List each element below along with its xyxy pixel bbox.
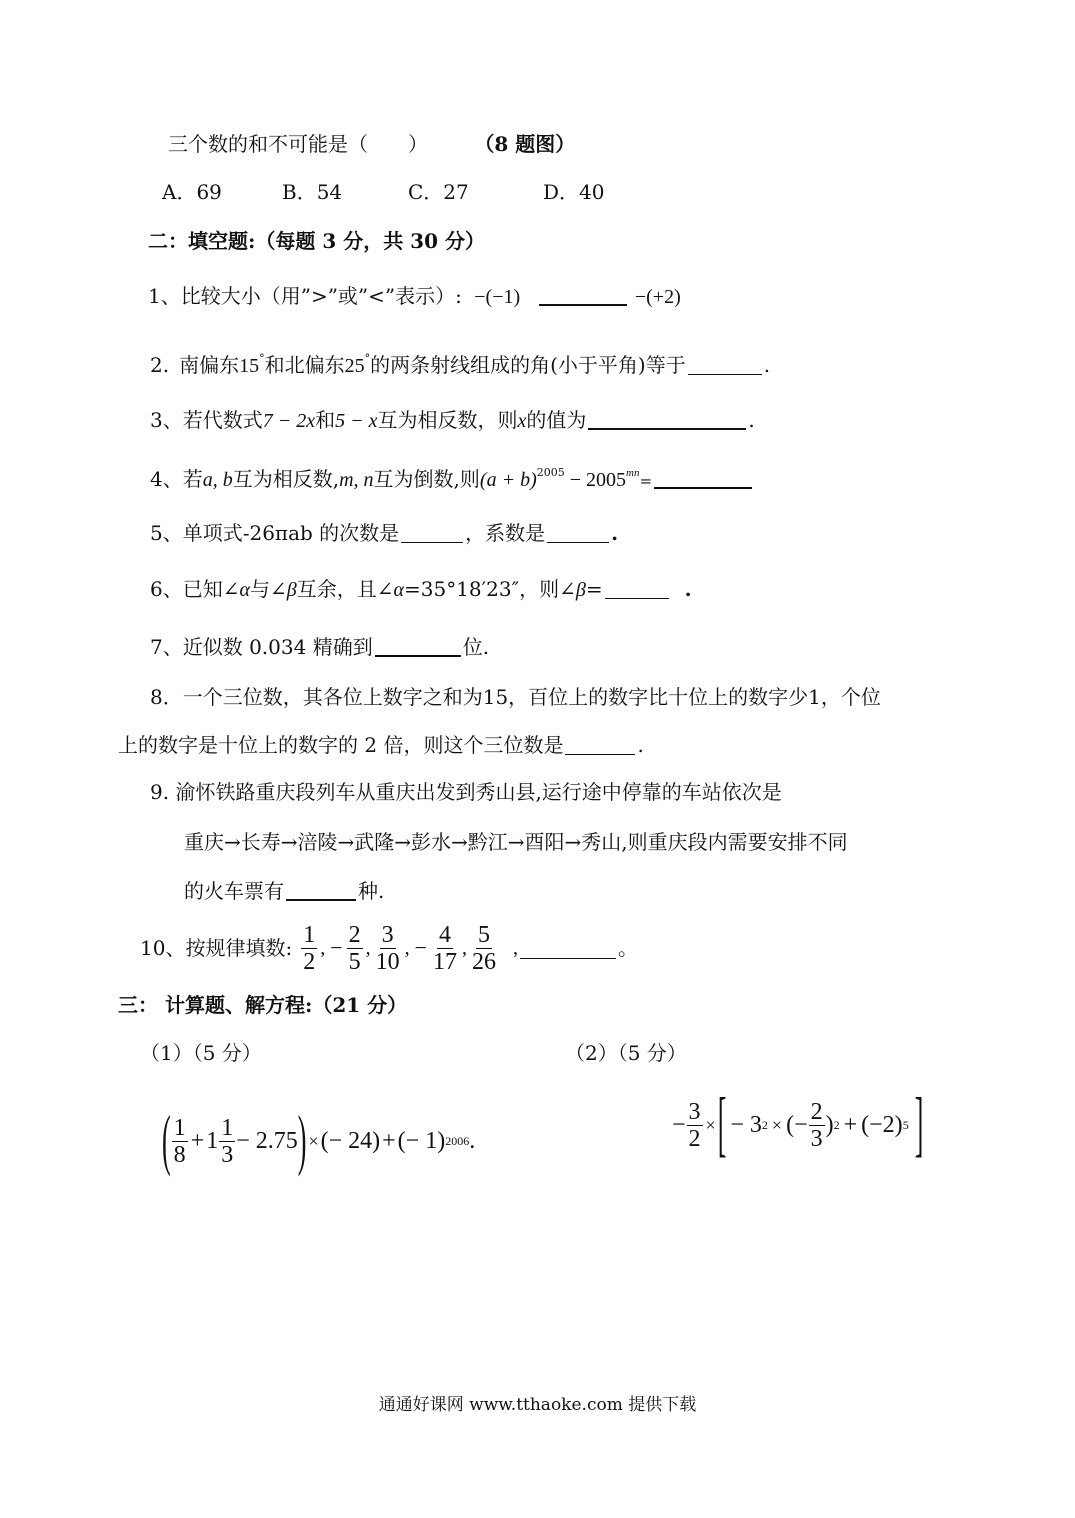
q1-label: 1、比较大小（用”>”或”<”表示）:	[148, 284, 462, 308]
q3-expr2: 5 − x	[335, 410, 378, 432]
q7-blank[interactable]	[375, 635, 461, 657]
q4-ab: a, b	[202, 469, 233, 491]
q4-blank[interactable]	[654, 467, 752, 489]
q1-right: −(+2)	[634, 286, 681, 308]
q8-figure-label: （8 题图）	[474, 132, 576, 156]
sequence-fraction	[301, 922, 317, 975]
numerator: 2	[348, 921, 361, 948]
q1-left: −(−1)	[474, 286, 521, 308]
denominator: 26	[472, 948, 497, 975]
fill-q9-line2: 重庆→长寿→涪陵→武隆→彭水→黔江→酉阳→秀山,则重庆段内需要安排不同	[184, 830, 848, 854]
neg-3: − 3	[730, 1111, 762, 1138]
numerator: 3	[381, 921, 394, 948]
q4-minus: − 2005	[564, 469, 627, 491]
q6-t1: 与∠	[249, 577, 287, 601]
neg-1: (− 1)	[397, 1127, 446, 1154]
frac-3-2: $\frac{3}{2}$	[688, 1098, 701, 1152]
calc-expression-1: ( $\frac{1}{8}$ + 1 $\frac{1}{3}$ − 2.75 ) × (− 24) + (− 1) 2006 .	[162, 1102, 476, 1178]
q6-alpha: α	[239, 579, 250, 601]
q3-expr1: 7 − 2x	[262, 410, 316, 432]
q3-tail: 的值为	[526, 408, 587, 432]
fill-q5	[150, 519, 618, 547]
fill-q6	[150, 575, 692, 604]
times-sign: ×	[308, 1130, 319, 1151]
expr1-end: .	[469, 1127, 476, 1154]
frac-1-3: $\frac{1}{3}$	[221, 1114, 234, 1168]
option-b: B．54	[282, 180, 343, 204]
plus-sign-2: +	[843, 1111, 858, 1138]
q6-t2: 互余，且∠	[296, 577, 394, 601]
q3-mid: 和	[315, 408, 336, 432]
fill-q10: 10、按规律填数: $\frac{1}{2}$ , − $\frac{2}{5}$ , $\frac{3}{10}$ , − $\frac{4}{17}$ , $\frac{5}{26}$ , 。	[140, 921, 639, 975]
q4-mn: m, n	[339, 469, 374, 491]
q5-label: 5、单项式-26πab 的次数是	[150, 521, 400, 545]
q4-label: 4、若	[150, 467, 203, 491]
fill-q7	[150, 633, 489, 661]
q7-label: 7、近似数 0.034 精确到	[150, 635, 373, 659]
denominator: 5	[348, 948, 361, 975]
sequence-fraction	[374, 922, 402, 975]
q6-blank[interactable]	[605, 578, 669, 599]
q10-label: 10、按规律填数:	[140, 936, 293, 960]
neg-24: (− 24)	[320, 1127, 381, 1154]
q9-blank[interactable]	[286, 879, 356, 901]
q9-line3-text: 的火车票有	[184, 879, 284, 903]
q9-end: 种.	[358, 879, 385, 903]
frac-1-8: $\frac{1}{8}$	[173, 1114, 186, 1168]
q8-blank[interactable]	[565, 734, 635, 755]
fill-q9-line3	[184, 877, 384, 905]
q6-alpha-2: α	[393, 579, 404, 601]
section2-title: 二：填空题:（每题 3 分，共 30 分）	[148, 229, 485, 253]
q4-t1: 互为相反数,	[232, 467, 340, 491]
q10-sequence	[300, 922, 499, 975]
plus-sign: +	[382, 1127, 396, 1154]
q6-beta-2: β	[575, 579, 586, 601]
q8-stem-text: 三个数的和不可能是（ ）	[168, 132, 428, 156]
calc-p2-label: （2）（5 分）	[565, 1041, 687, 1065]
mixed-whole: 1	[206, 1127, 219, 1154]
q3-text: 互为相反数，则	[377, 408, 518, 432]
sequence-fraction	[347, 922, 363, 975]
q3-end: .	[748, 408, 755, 432]
q2-blank[interactable]	[688, 354, 762, 375]
denominator: 17	[433, 948, 458, 975]
q3-label: 3、若代数式	[150, 408, 263, 432]
fill-q3	[150, 406, 755, 435]
sequence-fraction	[470, 922, 498, 975]
option-d: D．40	[543, 180, 605, 204]
denominator: 2	[303, 948, 316, 975]
fill-q4	[150, 465, 754, 495]
open-neg: (−	[786, 1111, 808, 1138]
frac-2-3: $\frac{2}{3}$	[810, 1098, 823, 1152]
minus-sign: −	[330, 935, 343, 960]
q5-blank1[interactable]	[401, 522, 463, 543]
q4-exp1: 2005	[536, 466, 565, 479]
q2-deg2: 25	[344, 355, 365, 377]
sequence-fraction	[431, 922, 459, 975]
calc-expression-2: − $\frac{3}{2}$ × [ − 3 2 × (− $\frac{2}{3}$ ) 2 + (−2) 5 ]	[672, 1083, 924, 1165]
q6-label: 6、已知∠	[150, 577, 240, 601]
denominator: 10	[375, 948, 400, 975]
minus-sign: −	[414, 935, 428, 960]
q6-beta: β	[286, 579, 297, 601]
numerator: 1	[303, 921, 316, 948]
q10-blank[interactable]	[520, 938, 616, 959]
option-c: C．27	[408, 180, 469, 204]
q5-mid: ，系数是	[465, 521, 546, 545]
footer: 通通好课网 www.tthaoke.com 提供下载	[378, 1395, 697, 1415]
comma: ,	[365, 937, 371, 959]
fill-q9-line1: 9. 渝怀铁路重庆段列车从重庆出发到秀山县,运行途中停靠的车站依次是	[150, 780, 782, 804]
close-paren: )	[825, 1111, 834, 1138]
q4-eq: =	[639, 472, 653, 490]
neg-2: (−2)	[861, 1111, 903, 1138]
q3-blank[interactable]	[588, 408, 746, 430]
calc-p1-label: （1）（5 分）	[140, 1041, 262, 1065]
minus-275: − 2.75	[236, 1127, 298, 1154]
q5-end: .	[611, 521, 619, 545]
q10-end: 。	[618, 936, 639, 960]
q8-line2-text: 上的数字是十位上的数字的 2 倍，则这个三位数是	[118, 733, 564, 757]
q3-var: x	[517, 410, 527, 432]
q7-end: 位.	[462, 635, 490, 659]
q1-blank[interactable]	[539, 284, 627, 306]
fill-q2: 2. 南偏东15°和北偏东25°的两条射线组成的角(小于平角)等于 .	[150, 352, 771, 377]
fill-q8-line1: 8．一个三位数，其各位上数字之和为15，百位上的数字比十位上的数字少1，个位	[150, 685, 881, 709]
q2-label: 2.	[150, 353, 170, 377]
q6-end: .	[684, 577, 692, 601]
comma: ,	[462, 937, 468, 959]
q2-end: .	[763, 353, 771, 377]
q4-base: (a + b)	[479, 469, 537, 491]
q6-t3: =35°18′23″，则∠	[403, 577, 576, 601]
q2-text-a: 南偏东	[179, 353, 240, 377]
neg-sign: −	[672, 1111, 686, 1138]
numerator: 4	[439, 921, 452, 948]
numerator: 5	[478, 921, 491, 948]
option-a: A．69	[162, 180, 222, 204]
fill-q8-line2	[118, 731, 644, 759]
q8-end: .	[637, 733, 644, 757]
times-sign-3: ×	[771, 1114, 783, 1135]
q5-blank2[interactable]	[547, 522, 609, 543]
section3-title: 三： 计算题、解方程:（21 分）	[118, 993, 408, 1017]
q6-t4: =	[585, 577, 603, 601]
q4-t2: 互为倒数,则	[373, 467, 480, 491]
q4-exp2: mn	[626, 467, 640, 479]
comma: ,	[320, 937, 326, 959]
q2-text-c: 的两条射线组成的角(小于平角)等于	[370, 353, 686, 377]
q8-choice-stem	[168, 130, 575, 158]
q2-deg1: 15	[239, 355, 260, 377]
times-sign-2: ×	[705, 1114, 716, 1135]
comma: ,	[404, 937, 410, 959]
fill-q1	[148, 282, 681, 311]
q2-text-b: 和北偏东	[264, 353, 345, 377]
q8-options	[162, 178, 604, 206]
